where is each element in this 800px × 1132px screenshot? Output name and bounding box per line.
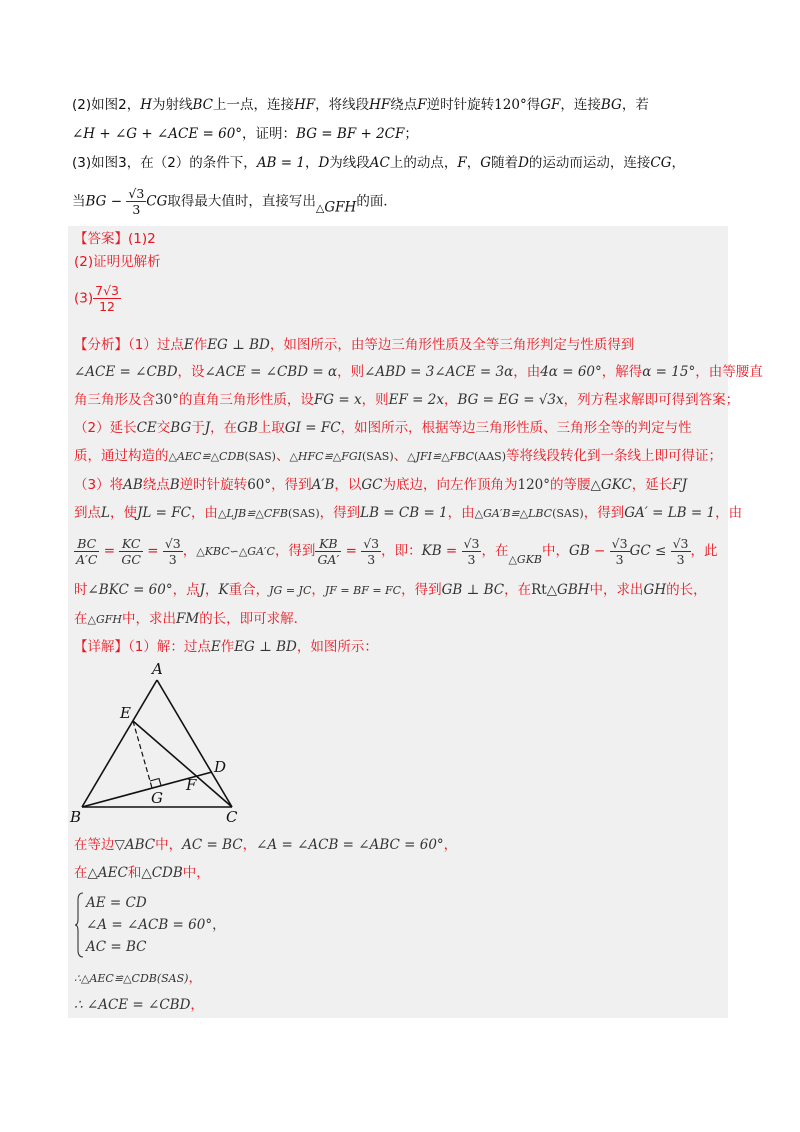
question-line-2b: ∠H + ∠G + ∠ACE = 60°，证明：BG = BF + 2CF； [72,126,418,142]
detail-line-1: 【详解】（1）解：过点E作EG ⊥ BD，如图所示： [74,639,378,655]
question-line-3: (3)如图3，在（2）的条件下，AB = 1，D为线段AC上的动点，F，G随着D的运动而运动，连接CG， [72,155,686,171]
analysis-line-3: 角三角形及含30°的直角三角形性质，设FG = x，则EF = 2x，BG = EG = √3x，列方程求解即可得到答案； [74,392,740,408]
answer-label: 【答案】(1)2 [74,231,156,247]
label-B: B [70,808,82,826]
detail-line-2: 在等边▽ABC中，AC = BC，∠A = ∠ACB = ∠ABC = 60°， [74,837,458,853]
segment-AB [82,680,157,807]
label-D: D [214,758,227,776]
question-line-4: 当BG − $\frac{√3}{3}$ CG取得最大值时，直接写出$_\triangle$GFH的面． [72,186,397,217]
label-F: F [186,776,197,794]
analysis-line-5: 质，通过构造的△AEC≌△CDB(SAS)、△HFC≌△FGI(SAS)、△JFI≌△FBC(AAS)等将线段转化到一条线上即可得证； [74,448,722,464]
detail-conclusion-1: ∴△AEC≌△CDB(SAS)， [74,970,202,986]
label-A: A [152,660,163,678]
detail-conclusion-2: ∴ ∠ACE = ∠CBD， [74,997,204,1013]
segment-EG [133,721,152,788]
analysis-line-8: $\frac{BC}{A'C}$ = $\frac{KC}{GC}$ = $\frac{√3}{3}$ ，△KBC∽△GA′C，得到 $\frac{KB}{GA'}$ = $\frac{√3}{3}$ ，即：KB = $\frac{√3}{3}$ ，在$_{\triangle GKB}$中，GB − $\frac{√3}{3}$ GC ≤ $\frac{√3}{3}$ ，此 [76,535,718,567]
answer-3: (3) $\frac{7√3}{12}$ [74,283,119,314]
geometry-figure [68,660,308,830]
equation-system: AE = CD ∠A = ∠ACB = 60°， AC = BC [74,892,274,958]
analysis-line-1: 【分析】（1）过点E作EG ⊥ BD，如图所示，由等边三角形性质及全等三角形判定与性质得到 [74,337,635,353]
analysis-line-10: 在△GFH中，求出FM的长，即可求解． [74,611,308,627]
analysis-line-2: ∠ACE = ∠CBD，设∠ACE = ∠CBD = α，则∠ABD = 3∠ACE = 3α，由4α = 60°，解得α = 15°，由等腰直 [74,364,763,380]
label-G: G [151,789,163,807]
right-angle-mark [150,779,161,786]
analysis-line-7: 到点L，使JL = FC，由△LJB≌△CFB(SAS)，得到LB = CB = 1，由△GA′B≌△LBC(SAS)，得到GA′ = LB = 1，由 [74,505,743,521]
answer-2: (2)证明见解析 [74,254,161,270]
analysis-line-6: （3）将AB绕点B逆时针旋转60°，得到A′B，以GC为底边，向左作顶角为120°的等腰△GKC，延长FJ [74,477,688,493]
analysis-line-4: （2）延长CE交BG于J，在GB上取GI = FC，如图所示，根据等边三角形性质、三角形全等的判定与性 [74,420,692,436]
analysis-line-9: 时∠BKC = 60°，点J，K重合，JG = JC，JF = BF = FC，得到GB ⊥ BC，在Rt△GBH中，求出GH的长， [74,582,707,598]
question-line-2: (2)如图2，H为射线BC上一点，连接HF，将线段HF绕点F逆时针旋转120°得GF，连接BG，若 [72,97,649,113]
label-C: C [226,808,238,826]
label-E: E [120,704,131,722]
detail-line-3: 在△AEC和△CDB中， [74,865,210,881]
